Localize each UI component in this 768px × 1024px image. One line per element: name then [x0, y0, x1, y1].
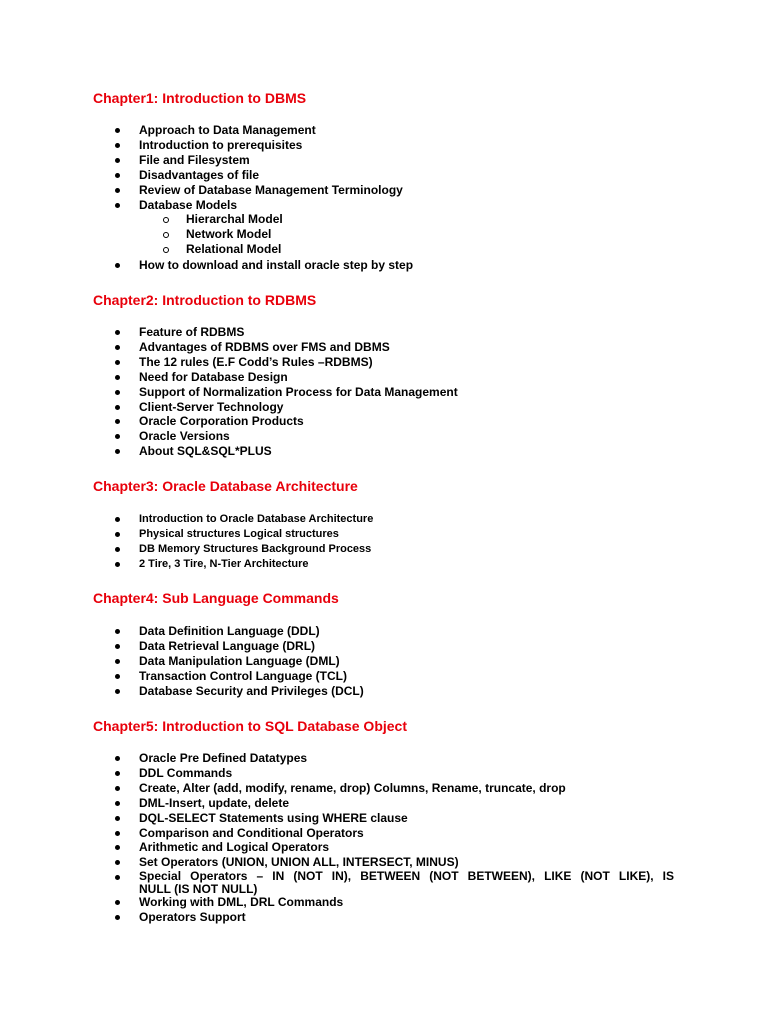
bullet-icon: [115, 801, 120, 806]
list-item: Client-Server Technology: [0, 400, 458, 415]
chapter-1-title: Chapter1: Introduction to DBMS: [93, 90, 307, 106]
special-operators-text: Special Operators – IN (NOT IN), BETWEEN (NOT BETWEEN), LIKE (NOT LIKE), IS NULL (IS NOT NULL): [139, 869, 674, 896]
list-item: File and Filesystem: [0, 153, 413, 168]
list-item: Transaction Control Language (TCL): [0, 669, 364, 684]
list-item: Database Models Hierarchal Model Network Model Relational Model: [0, 198, 413, 257]
bullet-icon: [115, 875, 120, 880]
list-item: Physical structures Logical structures: [0, 527, 373, 542]
bullet-icon: [115, 173, 120, 178]
list-item: Review of Database Management Terminology: [0, 183, 413, 198]
bullet-icon: [115, 158, 120, 163]
bullet-icon: [115, 831, 120, 836]
bullet-icon: [115, 143, 120, 148]
bullet-icon: [115, 532, 120, 537]
circle-bullet-icon: [163, 232, 169, 238]
list-item: Need for Database Design: [0, 370, 458, 385]
bullet-icon: [115, 845, 120, 850]
bullet-icon: [115, 390, 120, 395]
bullet-icon: [115, 330, 120, 335]
list-item: DML-Insert, update, delete: [0, 796, 674, 811]
list-item: Data Definition Language (DDL): [0, 624, 364, 639]
list-item: Disadvantages of file: [0, 168, 413, 183]
circle-bullet-icon: [163, 247, 169, 253]
bullet-icon: [115, 345, 120, 350]
bullet-icon: [115, 644, 120, 649]
list-item: DDL Commands: [0, 766, 674, 781]
list-item: Oracle Corporation Products: [0, 414, 458, 429]
sub-list-item: Relational Model: [0, 242, 413, 257]
chapter-5-list: [0, 751, 674, 925]
bullet-icon: [115, 860, 120, 865]
list-item: Approach to Data Management: [0, 123, 413, 138]
bullet-icon: [115, 786, 120, 791]
list-item: [0, 870, 674, 895]
list-item: Working with DML, DRL Commands: [0, 895, 674, 910]
chapter-4-list: [0, 624, 364, 699]
database-models-sublist: [0, 212, 413, 256]
list-item: The 12 rules (E.F Codd’s Rules –RDBMS): [0, 355, 458, 370]
chapter-4-title: Chapter4: Sub Language Commands: [93, 590, 339, 606]
bullet-icon: [115, 128, 120, 133]
list-item: Arithmetic and Logical Operators: [0, 840, 674, 855]
list-item: Set Operators (UNION, UNION ALL, INTERSECT, MINUS): [0, 855, 674, 870]
bullet-icon: [115, 816, 120, 821]
list-item: Support of Normalization Process for Data Management: [0, 385, 458, 400]
bullet-icon: [115, 771, 120, 776]
bullet-icon: [115, 659, 120, 664]
bullet-icon: [115, 449, 120, 454]
sub-list-item: Hierarchal Model: [0, 212, 413, 227]
bullet-icon: [115, 915, 120, 920]
list-item: Introduction to prerequisites: [0, 138, 413, 153]
chapter-1-list: [0, 123, 413, 272]
bullet-icon: [115, 674, 120, 679]
chapter-2-title: Chapter2: Introduction to RDBMS: [93, 292, 317, 308]
circle-bullet-icon: [163, 217, 169, 223]
list-item: DQL-SELECT Statements using WHERE clause: [0, 811, 674, 826]
bullet-icon: [115, 375, 120, 380]
list-item: About SQL&SQL*PLUS: [0, 444, 458, 459]
list-item: DB Memory Structures Background Process: [0, 542, 373, 557]
list-item: Oracle Pre Defined Datatypes: [0, 751, 674, 766]
bullet-icon: [115, 900, 120, 905]
bullet-icon: [115, 405, 120, 410]
chapter-5-title: Chapter5: Introduction to SQL Database Object: [93, 718, 408, 734]
bullet-icon: [115, 547, 120, 552]
bullet-icon: [115, 203, 120, 208]
list-item: Feature of RDBMS: [0, 325, 458, 340]
bullet-icon: [115, 360, 120, 365]
chapter-2-list: [0, 325, 458, 459]
list-item: Data Retrieval Language (DRL): [0, 639, 364, 654]
bullet-icon: [115, 517, 120, 522]
chapter-3-list: [0, 512, 373, 572]
bullet-icon: [115, 188, 120, 193]
list-item: Advantages of RDBMS over FMS and DBMS: [0, 340, 458, 355]
bullet-icon: [115, 689, 120, 694]
sub-list-item: Network Model: [0, 227, 413, 242]
bullet-icon: [115, 756, 120, 761]
list-item: Operators Support: [0, 910, 674, 925]
list-item: Data Manipulation Language (DML): [0, 654, 364, 669]
bullet-icon: [115, 562, 120, 567]
bullet-icon: [115, 419, 120, 424]
list-item: Comparison and Conditional Operators: [0, 826, 674, 841]
bullet-icon: [115, 434, 120, 439]
list-item: 2 Tire, 3 Tire, N-Tier Architecture: [0, 557, 373, 572]
list-item: Oracle Versions: [0, 429, 458, 444]
bullet-icon: [115, 629, 120, 634]
list-item: Database Security and Privileges (DCL): [0, 684, 364, 699]
bullet-icon: [115, 263, 120, 268]
list-item: Introduction to Oracle Database Architecture: [0, 512, 373, 527]
chapter-3-title: Chapter3: Oracle Database Architecture: [93, 478, 358, 494]
list-item: How to download and install oracle step by step: [0, 258, 413, 273]
list-item: Create, Alter (add, modify, rename, drop) Columns, Rename, truncate, drop: [0, 781, 674, 796]
